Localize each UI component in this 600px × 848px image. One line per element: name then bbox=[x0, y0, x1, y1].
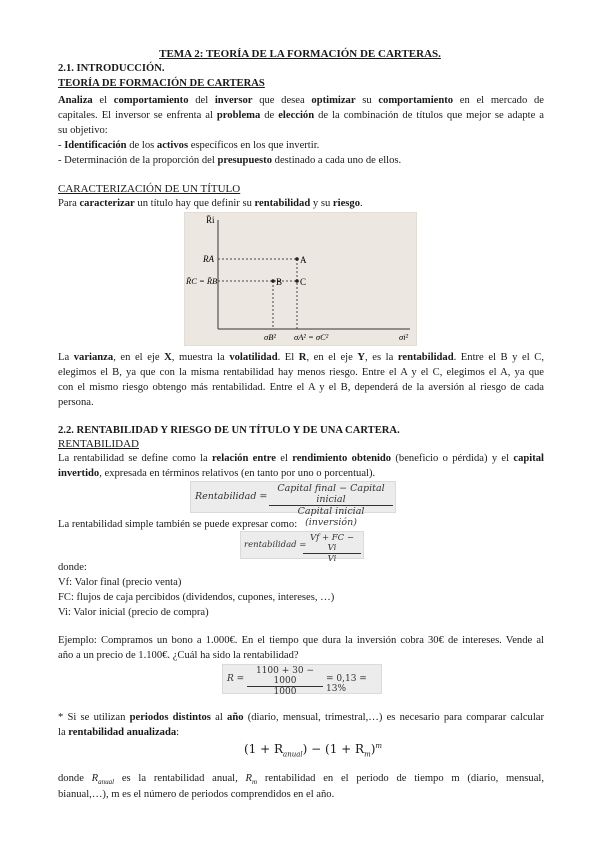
intro-paragraph-line-1: Analiza el comportamiento del inversor que desea optimizar su comportamiento en el mercado de bbox=[58, 95, 544, 106]
varianza-line-2: elegimos el B, ya que con la misma rentabilidad hay menos riesgo. Entre el A y el C, elegimos el A, ya que bbox=[58, 367, 544, 378]
point-b bbox=[271, 279, 275, 283]
section-heading-rentabilidad: 2.2. RENTABILIDAD Y RIESGO DE UN TÍTULO Y DE UNA CARTERA. bbox=[58, 425, 400, 436]
subheading-teoria: TEORÍA DE FORMACIÓN DE CARTERAS bbox=[58, 78, 265, 89]
nota-line-1: * Si se utilizan periodos distintos al año (diario, mensual, trimestral,…) es necesario para comparar calcular bbox=[58, 712, 544, 723]
subheading-caracterizacion: CARACTERIZACIÓN DE UN TÍTULO bbox=[58, 183, 241, 195]
ejemplo-line-1: Ejemplo: Compramos un bono a 1.000€. En el tiempo que dura la inversión cobra 30€ de intereses. Vende al bbox=[58, 635, 544, 646]
ejemplo-line-2: año a un precio de 1.100€. ¿Cuál ha sido la rentabilidad? bbox=[58, 650, 299, 661]
ra-label: RA bbox=[203, 254, 214, 264]
rentabilidad-def-line-1: La rentabilidad se define como la relación entre el rendimiento obtenido (beneficio o pérdida) y el capital bbox=[58, 453, 544, 464]
label-b: B bbox=[276, 277, 283, 287]
def-fc: FC: flujos de caja percibidos (dividendos, cupones, intereses, …) bbox=[58, 592, 335, 603]
formula-rentabilidad-simple: rentabilidad = $\frac{Vf + FC - Vi}{Vi}$ bbox=[240, 531, 364, 559]
def-vf: Vf: Valor final (precio venta) bbox=[58, 577, 182, 588]
formula-rentabilidad: Rentabilidad = Capital final − Capital inicial Capital inicial (inversión) bbox=[190, 481, 396, 513]
page-title: TEMA 2: TEORÍA DE LA FORMACIÓN DE CARTERAS. bbox=[159, 48, 441, 60]
intro-paragraph-line-3: su objetivo: bbox=[58, 125, 108, 136]
formula-anualizada: $(1 + R_{anual}) - (1 + R_m)^m$ bbox=[244, 742, 383, 759]
subheading-rentabilidad: RENTABILIDAD bbox=[58, 438, 139, 450]
donde-anual-line-1: donde $R_{anual}$ es la rentabilidad anual, $R_m$ rentabilidad en el periodo de tiempo m (diario, mensual, bbox=[58, 773, 545, 787]
caracterizar-line: Para caracterizar un título hay que definir su rentabilidad y su riesgo. bbox=[58, 198, 363, 209]
x-axis-label: σi² bbox=[399, 332, 409, 342]
label-c: C bbox=[300, 277, 307, 287]
rc-rb-label: R̄C = R̄B bbox=[186, 276, 218, 286]
bullet-identificacion: - Identificación de los activos específicos en los que invertir. bbox=[58, 140, 320, 151]
varianza-line-3: con el mismo riesgo obtengo más rentabilidad. Entre el A y el B, dependerá de la aversión al riesgo de cada bbox=[58, 382, 544, 393]
rentabilidad-simple-line: La rentabilidad simple también se puede expresar como: bbox=[58, 519, 298, 530]
sigma-a-c-label: σA² = σC² bbox=[294, 332, 329, 342]
sigma-b-label: σB² bbox=[264, 332, 276, 342]
nota-line-2: la rentabilidad anualizada: bbox=[58, 727, 180, 738]
varianza-line-1: La varianza, en el eje X, muestra la volatilidad. El R, en el eje Y, es la rentabilidad. Entre el B y el C, bbox=[58, 352, 544, 363]
varianza-line-4: persona. bbox=[58, 397, 94, 408]
rentabilidad-def-line-2: invertido, expresada en términos relativos (en tanto por uno o porcentual). bbox=[58, 468, 376, 479]
y-axis-label: R̄i bbox=[206, 215, 215, 225]
point-c bbox=[295, 279, 299, 283]
donde-label: donde: bbox=[58, 562, 87, 573]
point-a bbox=[295, 257, 299, 261]
bullet-determinacion: - Determinación de la proporción del presupuesto destinado a cada uno de ellos. bbox=[58, 155, 402, 166]
donde-anual-line-2: bianual,…), m es el número de periodos comprendidos en el año. bbox=[58, 789, 335, 800]
label-a: A bbox=[300, 255, 307, 265]
formula-ejemplo: R = $\frac{1100 + 30 - 1000}{1000}$ = 0,13 = 13% bbox=[222, 664, 382, 694]
risk-return-diagram bbox=[184, 212, 417, 346]
def-vi: Vi: Valor inicial (precio de compra) bbox=[58, 607, 209, 618]
section-heading-intro: 2.1. INTRODUCCIÓN. bbox=[58, 63, 165, 74]
intro-paragraph-line-2: capitales. El inversor se enfrenta al problema de elección de la combinación de títulos que mejor se adapte a bbox=[58, 110, 544, 121]
